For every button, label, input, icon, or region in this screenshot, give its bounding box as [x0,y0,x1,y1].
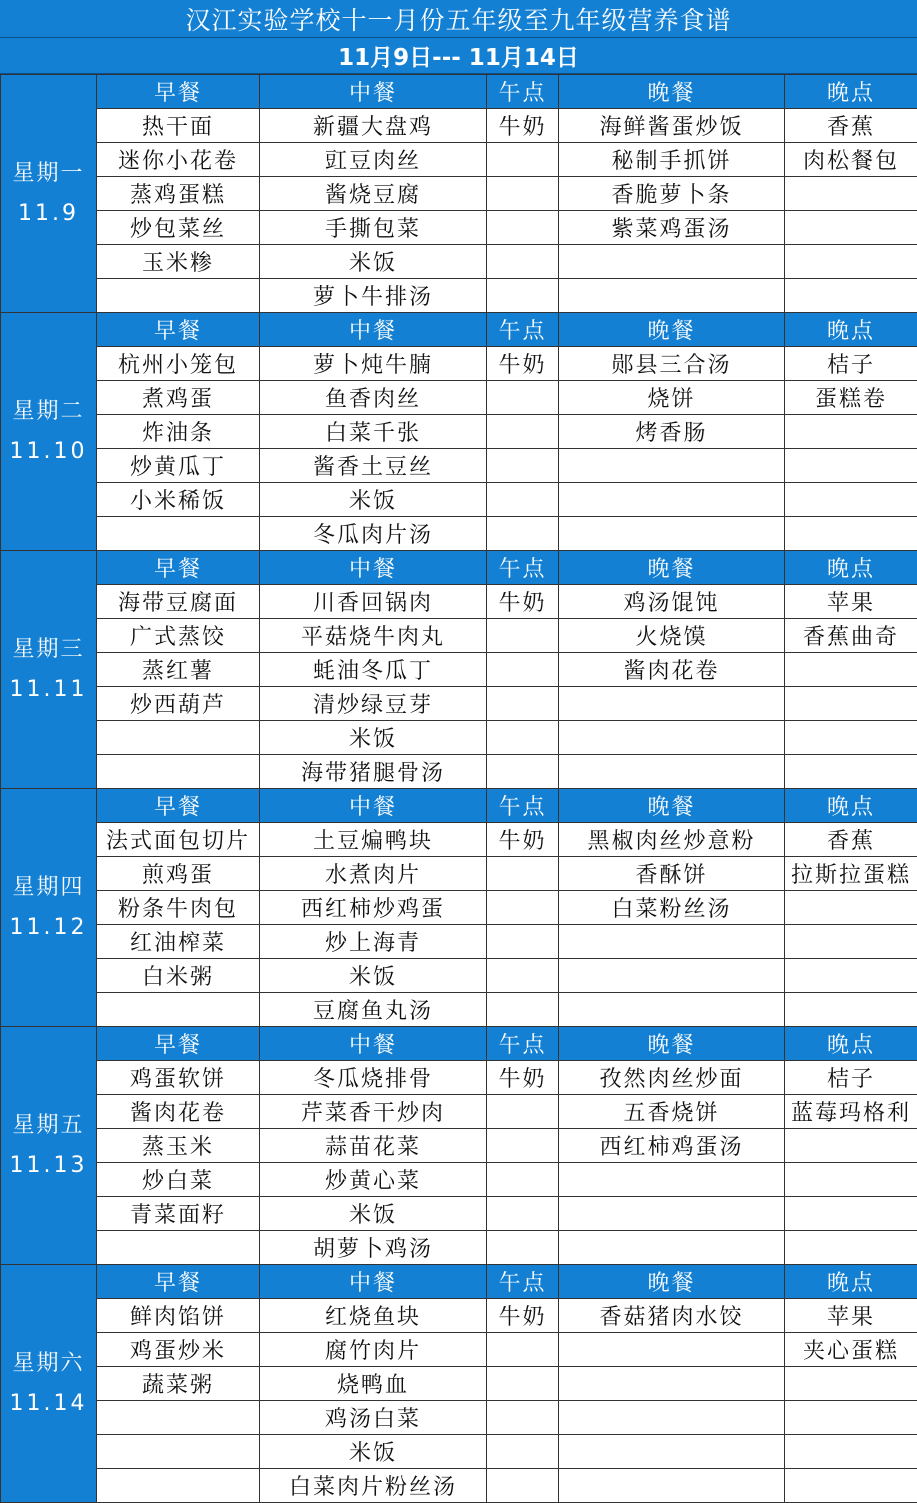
menu-item-afternoon-snack: 牛奶 [487,1299,559,1333]
menu-item-evening-snack [785,1129,917,1163]
menu-item-lunch: 米饭 [260,483,487,517]
day-date: 11.9 [1,194,96,234]
menu-item-dinner: 酱肉花卷 [559,653,785,687]
menu-item-evening-snack [785,1163,917,1197]
menu-item-afternoon-snack [487,755,559,789]
menu-row [1,1061,917,1095]
weekday: 星期二 [1,392,96,432]
menu-item-dinner: 鸡汤馄饨 [559,585,785,619]
column-header-lunch: 中餐 [260,1027,487,1061]
menu-item-lunch: 烧鸭血 [260,1367,487,1401]
menu-row [1,279,917,313]
menu-item-breakfast [97,1401,260,1435]
menu-item-dinner [559,959,785,993]
menu-item-dinner [559,721,785,755]
menu-item-evening-snack [785,483,917,517]
menu-item-evening-snack [785,1197,917,1231]
menu-item-breakfast: 炒西葫芦 [97,687,260,721]
menu-item-breakfast: 蒸鸡蛋糕 [97,177,260,211]
menu-item-afternoon-snack [487,993,559,1027]
menu-item-evening-snack [785,653,917,687]
menu-item-lunch: 冬瓜烧排骨 [260,1061,487,1095]
menu-item-evening-snack: 蛋糕卷 [785,381,917,415]
column-header-evening-snack: 晚点 [785,75,917,109]
menu-item-evening-snack: 蓝莓玛格利 [785,1095,917,1129]
menu-item-breakfast: 炒黄瓜丁 [97,449,260,483]
menu-item-afternoon-snack [487,959,559,993]
menu-item-breakfast: 蒸玉米 [97,1129,260,1163]
day-label [1,1265,97,1503]
menu-item-dinner [559,993,785,1027]
menu-item-dinner [559,687,785,721]
menu-item-breakfast: 小米稀饭 [97,483,260,517]
menu-item-afternoon-snack [487,891,559,925]
menu-item-evening-snack [785,211,917,245]
menu-item-lunch: 芹菜香干炒肉 [260,1095,487,1129]
menu-item-dinner [559,755,785,789]
menu-row [1,109,917,143]
menu-row [1,415,917,449]
menu-row [1,1299,917,1333]
menu-row [1,653,917,687]
menu-item-afternoon-snack [487,517,559,551]
menu-item-afternoon-snack [487,177,559,211]
menu-row [1,1129,917,1163]
menu-item-breakfast: 炒白菜 [97,1163,260,1197]
column-header-dinner: 晚餐 [559,75,785,109]
menu-item-evening-snack [785,517,917,551]
menu-item-afternoon-snack [487,653,559,687]
menu-row [1,721,917,755]
menu-item-evening-snack: 拉斯拉蛋糕 [785,857,917,891]
menu-row [1,1197,917,1231]
column-header-breakfast: 早餐 [97,789,260,823]
menu-item-lunch: 水煮肉片 [260,857,487,891]
menu-item-breakfast: 热干面 [97,109,260,143]
menu-item-afternoon-snack [487,279,559,313]
menu-item-evening-snack [785,925,917,959]
menu-item-lunch: 鸡汤白菜 [260,1401,487,1435]
menu-item-evening-snack: 肉松餐包 [785,143,917,177]
menu-item-evening-snack [785,177,917,211]
menu-item-evening-snack [785,1231,917,1265]
menu-item-breakfast [97,1469,260,1503]
menu-item-afternoon-snack [487,1333,559,1367]
menu-item-lunch: 白菜千张 [260,415,487,449]
column-header-afternoon-snack: 午点 [487,1027,559,1061]
menu-item-afternoon-snack [487,721,559,755]
menu-item-dinner [559,517,785,551]
menu-item-breakfast: 鲜肉馅饼 [97,1299,260,1333]
day-date: 11.13 [1,1146,96,1186]
menu-item-lunch: 手撕包菜 [260,211,487,245]
menu-item-breakfast: 炒包菜丝 [97,211,260,245]
menu-item-afternoon-snack: 牛奶 [487,347,559,381]
column-header-afternoon-snack: 午点 [487,789,559,823]
menu-item-evening-snack [785,959,917,993]
column-header-dinner: 晚餐 [559,1027,785,1061]
menu-item-lunch: 酱香土豆丝 [260,449,487,483]
menu-item-breakfast: 粉条牛肉包 [97,891,260,925]
column-header-dinner: 晚餐 [559,1265,785,1299]
weekday: 星期六 [1,1344,96,1384]
menu-item-dinner: 紫菜鸡蛋汤 [559,211,785,245]
menu-item-breakfast: 青菜面籽 [97,1197,260,1231]
menu-row [1,211,917,245]
menu-item-dinner: 西红柿鸡蛋汤 [559,1129,785,1163]
menu-item-afternoon-snack [487,449,559,483]
menu-item-afternoon-snack [487,1231,559,1265]
menu-item-lunch: 萝卜炖牛腩 [260,347,487,381]
menu-item-evening-snack: 香蕉 [785,109,917,143]
menu-item-dinner: 孜然肉丝炒面 [559,1061,785,1095]
menu-item-afternoon-snack: 牛奶 [487,1061,559,1095]
column-header-evening-snack: 晚点 [785,1265,917,1299]
menu-item-breakfast: 蔬菜粥 [97,1367,260,1401]
menu-item-dinner [559,1197,785,1231]
menu-table [0,74,917,1503]
menu-row [1,347,917,381]
day-date: 11.11 [1,670,96,710]
menu-item-lunch: 米饭 [260,721,487,755]
day-label [1,551,97,789]
menu-item-breakfast: 海带豆腐面 [97,585,260,619]
column-header-dinner: 晚餐 [559,551,785,585]
column-header-breakfast: 早餐 [97,551,260,585]
menu-item-evening-snack [785,721,917,755]
menu-item-dinner: 海鲜酱蛋炒饭 [559,109,785,143]
menu-item-evening-snack [785,891,917,925]
menu-item-breakfast [97,279,260,313]
menu-item-breakfast: 鸡蛋炒米 [97,1333,260,1367]
menu-item-lunch: 萝卜牛排汤 [260,279,487,313]
menu-row [1,1333,917,1367]
menu-row [1,823,917,857]
menu-item-evening-snack: 夹心蛋糕 [785,1333,917,1367]
menu-item-afternoon-snack [487,925,559,959]
menu-item-lunch: 米饭 [260,959,487,993]
menu-item-dinner: 五香烧饼 [559,1095,785,1129]
menu-item-afternoon-snack [487,1129,559,1163]
column-header-dinner: 晚餐 [559,313,785,347]
menu-item-dinner [559,1163,785,1197]
menu-item-lunch: 胡萝卜鸡汤 [260,1231,487,1265]
menu-item-dinner [559,449,785,483]
menu-item-evening-snack [785,993,917,1027]
menu-item-afternoon-snack [487,1163,559,1197]
menu-item-lunch: 炒上海青 [260,925,487,959]
column-header-afternoon-snack: 午点 [487,551,559,585]
menu-item-dinner: 烧饼 [559,381,785,415]
menu-item-breakfast: 鸡蛋软饼 [97,1061,260,1095]
menu-row [1,1435,917,1469]
menu-item-evening-snack: 香蕉曲奇 [785,619,917,653]
menu-item-dinner: 白菜粉丝汤 [559,891,785,925]
menu-item-dinner: 香酥饼 [559,857,785,891]
menu-item-lunch: 清炒绿豆芽 [260,687,487,721]
menu-item-breakfast: 煮鸡蛋 [97,381,260,415]
day-label [1,789,97,1027]
day-date: 11.14 [1,1384,96,1424]
menu-row [1,483,917,517]
menu-item-evening-snack [785,755,917,789]
day-header-row [1,789,917,823]
menu-item-lunch: 豆腐鱼丸汤 [260,993,487,1027]
menu-item-evening-snack [785,687,917,721]
menu-item-evening-snack: 桔子 [785,1061,917,1095]
menu-row [1,1095,917,1129]
menu-item-lunch: 白菜肉片粉丝汤 [260,1469,487,1503]
column-header-afternoon-snack: 午点 [487,75,559,109]
day-label [1,1027,97,1265]
menu-row [1,857,917,891]
menu-item-dinner [559,1435,785,1469]
menu-item-evening-snack [785,1401,917,1435]
menu-item-lunch: 土豆煸鸭块 [260,823,487,857]
column-header-afternoon-snack: 午点 [487,1265,559,1299]
menu-row [1,1231,917,1265]
menu-row [1,143,917,177]
menu-row [1,993,917,1027]
menu-item-evening-snack: 桔子 [785,347,917,381]
menu-item-lunch: 冬瓜肉片汤 [260,517,487,551]
menu-item-lunch: 蒜苗花菜 [260,1129,487,1163]
menu-item-dinner: 烤香肠 [559,415,785,449]
menu-item-dinner [559,1469,785,1503]
day-date: 11.12 [1,908,96,948]
menu-item-evening-snack [785,1469,917,1503]
menu-item-evening-snack [785,1367,917,1401]
menu-item-dinner [559,1401,785,1435]
menu-item-afternoon-snack [487,687,559,721]
menu-row [1,449,917,483]
menu-item-lunch: 红烧鱼块 [260,1299,487,1333]
menu-row [1,925,917,959]
weekday: 星期四 [1,868,96,908]
menu-item-evening-snack: 苹果 [785,1299,917,1333]
menu-row [1,517,917,551]
weekday: 星期三 [1,630,96,670]
menu-item-breakfast: 白米粥 [97,959,260,993]
menu-item-lunch: 豇豆肉丝 [260,143,487,177]
menu-item-breakfast [97,1435,260,1469]
column-header-breakfast: 早餐 [97,313,260,347]
column-header-evening-snack: 晚点 [785,551,917,585]
menu-item-afternoon-snack [487,245,559,279]
menu-item-afternoon-snack [487,1435,559,1469]
menu-item-lunch: 米饭 [260,1435,487,1469]
menu-item-dinner [559,245,785,279]
date-range: 11月9日--- 11月14日 [0,38,917,74]
menu-row [1,755,917,789]
day-header-row [1,551,917,585]
menu-item-evening-snack [785,415,917,449]
menu-item-lunch: 米饭 [260,1197,487,1231]
menu-item-dinner [559,1333,785,1367]
day-date: 11.10 [1,432,96,472]
menu-item-breakfast: 蒸红薯 [97,653,260,687]
menu-row [1,959,917,993]
menu-item-afternoon-snack [487,857,559,891]
menu-item-dinner: 火烧馍 [559,619,785,653]
menu-item-evening-snack: 苹果 [785,585,917,619]
menu-row [1,585,917,619]
column-header-breakfast: 早餐 [97,1027,260,1061]
menu-item-breakfast [97,993,260,1027]
menu-item-dinner: 香菇猪肉水饺 [559,1299,785,1333]
menu-item-lunch: 西红柿炒鸡蛋 [260,891,487,925]
column-header-evening-snack: 晚点 [785,1027,917,1061]
menu-row [1,891,917,925]
day-header-row [1,313,917,347]
menu-item-afternoon-snack [487,483,559,517]
menu-item-breakfast: 杭州小笼包 [97,347,260,381]
column-header-dinner: 晚餐 [559,789,785,823]
menu-item-breakfast: 广式蒸饺 [97,619,260,653]
menu-item-lunch: 平菇烧牛肉丸 [260,619,487,653]
menu-item-breakfast: 玉米糁 [97,245,260,279]
menu-item-breakfast [97,517,260,551]
weekday: 星期一 [1,154,96,194]
menu-item-dinner [559,279,785,313]
menu-item-dinner: 郧县三合汤 [559,347,785,381]
menu-item-breakfast: 酱肉花卷 [97,1095,260,1129]
menu-item-breakfast: 迷你小花卷 [97,143,260,177]
column-header-evening-snack: 晚点 [785,789,917,823]
day-header-row [1,1027,917,1061]
menu-item-breakfast [97,1231,260,1265]
menu-item-lunch: 新疆大盘鸡 [260,109,487,143]
menu-item-lunch: 川香回锅肉 [260,585,487,619]
menu-item-lunch: 米饭 [260,245,487,279]
column-header-lunch: 中餐 [260,789,487,823]
menu-item-afternoon-snack [487,1095,559,1129]
column-header-lunch: 中餐 [260,551,487,585]
day-header-row [1,1265,917,1299]
menu-item-afternoon-snack [487,1197,559,1231]
day-label [1,313,97,551]
menu-item-afternoon-snack [487,415,559,449]
menu-item-evening-snack: 香蕉 [785,823,917,857]
menu-item-evening-snack [785,279,917,313]
menu-item-lunch: 腐竹肉片 [260,1333,487,1367]
menu-item-afternoon-snack [487,381,559,415]
menu-item-breakfast [97,755,260,789]
column-header-breakfast: 早餐 [97,1265,260,1299]
menu-item-evening-snack [785,245,917,279]
menu-item-afternoon-snack [487,1401,559,1435]
menu-item-dinner [559,483,785,517]
menu-item-breakfast: 炸油条 [97,415,260,449]
column-header-evening-snack: 晚点 [785,313,917,347]
menu-item-evening-snack [785,449,917,483]
menu-row [1,687,917,721]
menu-item-evening-snack [785,1435,917,1469]
menu-item-breakfast: 法式面包切片 [97,823,260,857]
menu-row [1,1163,917,1197]
menu-item-dinner: 秘制手抓饼 [559,143,785,177]
column-header-lunch: 中餐 [260,75,487,109]
menu-item-breakfast: 煎鸡蛋 [97,857,260,891]
menu-row [1,177,917,211]
menu-item-afternoon-snack: 牛奶 [487,823,559,857]
menu-item-dinner [559,1231,785,1265]
menu-item-afternoon-snack [487,619,559,653]
menu-item-afternoon-snack [487,143,559,177]
menu-item-lunch: 海带猪腿骨汤 [260,755,487,789]
column-header-breakfast: 早餐 [97,75,260,109]
menu-row [1,1367,917,1401]
menu-item-afternoon-snack: 牛奶 [487,585,559,619]
menu-item-dinner [559,1367,785,1401]
menu-item-afternoon-snack [487,1367,559,1401]
menu-row [1,245,917,279]
day-label [1,75,97,313]
day-header-row [1,75,917,109]
column-header-lunch: 中餐 [260,1265,487,1299]
menu-item-lunch: 鱼香肉丝 [260,381,487,415]
menu-item-afternoon-snack [487,211,559,245]
menu-item-afternoon-snack: 牛奶 [487,109,559,143]
page-title: 汉江实验学校十一月份五年级至九年级营养食谱 [0,0,917,38]
menu-item-afternoon-snack [487,1469,559,1503]
column-header-afternoon-snack: 午点 [487,313,559,347]
menu-row [1,619,917,653]
menu-item-breakfast [97,721,260,755]
menu-item-dinner: 黑椒肉丝炒意粉 [559,823,785,857]
column-header-lunch: 中餐 [260,313,487,347]
menu-row [1,381,917,415]
menu-row [1,1401,917,1435]
menu-item-lunch: 酱烧豆腐 [260,177,487,211]
menu-row [1,1469,917,1503]
menu-item-lunch: 炒黄心菜 [260,1163,487,1197]
menu-item-breakfast: 红油榨菜 [97,925,260,959]
menu-item-lunch: 蚝油冬瓜丁 [260,653,487,687]
menu-item-dinner [559,925,785,959]
menu-item-dinner: 香脆萝卜条 [559,177,785,211]
weekday: 星期五 [1,1106,96,1146]
